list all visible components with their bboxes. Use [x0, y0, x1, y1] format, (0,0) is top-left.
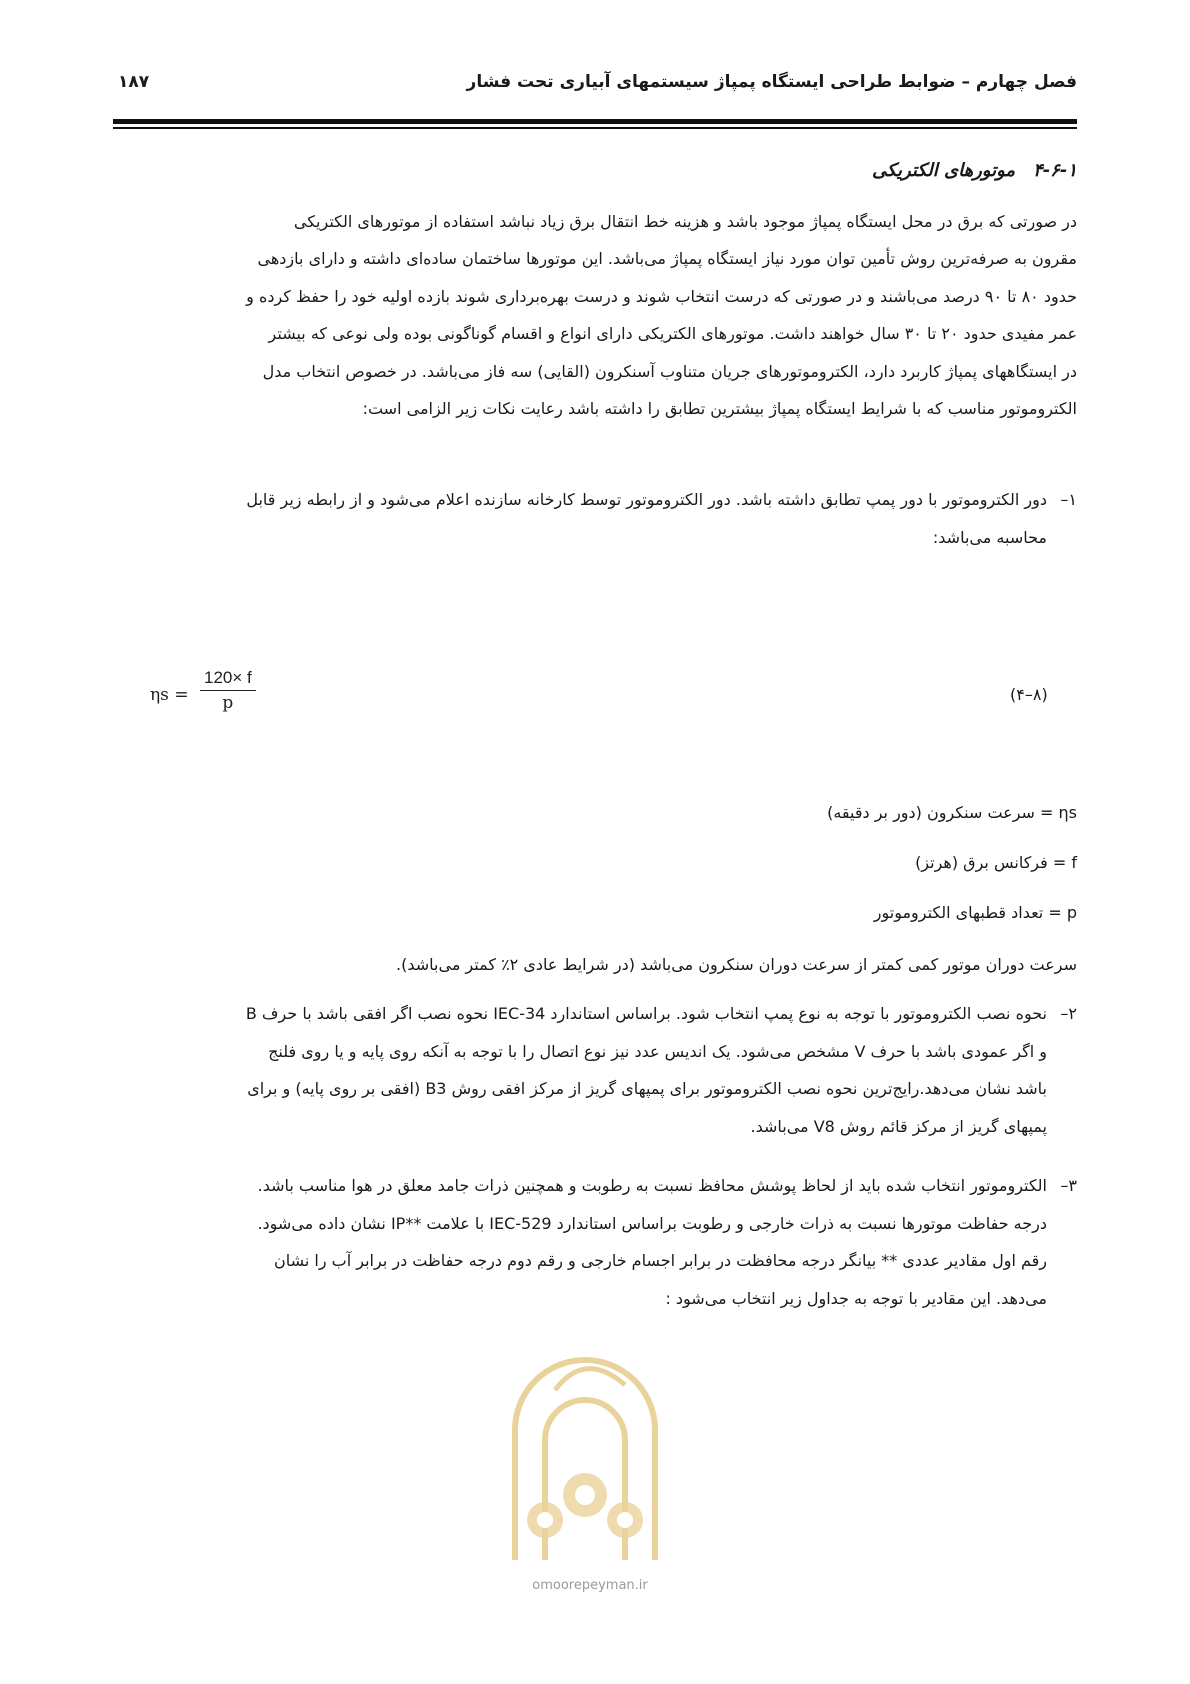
- paragraph-line: باشد نشان می‌دهد.رایج‌ترین نحوه نصب الکتروموتور برای پمپهای گریز از مرکز افقی روش B3 (افقی بر روی پایه) و برای: [247, 1079, 1047, 1099]
- equation-number: (۸–۴): [1010, 685, 1048, 704]
- paragraph-line: حدود ۸۰ تا ۹۰ درصد می‌باشند و در صورتی که درست انتخاب شوند و درست بهره‌برداری شوند بازده اولیه خود را حفظ کرده و: [246, 286, 1077, 306]
- list-marker: ۱–: [1060, 490, 1077, 509]
- fraction-bar: [200, 690, 256, 691]
- intro-paragraph: [113, 203, 1077, 427]
- paragraph-line: الکتروموتور مناسب که با شرایط ایستگاه پمپاژ بیشترین تطابق را داشته باشد رعایت نکات زیر الزامی است:: [362, 399, 1077, 419]
- paragraph-line: نحوه نصب الکتروموتور با توجه به نوع پمپ انتخاب شود. براساس استاندارد IEC-34 نحوه نصب اگر افقی باشد با حرف B: [245, 1004, 1047, 1023]
- list-item-content: [113, 1167, 1047, 1317]
- section-title: موتورهای الکتریکی: [872, 160, 1016, 181]
- list-marker: ۲–: [1060, 1004, 1077, 1023]
- page-number: ۱۸۷: [118, 72, 150, 92]
- list-marker: ۳–: [1060, 1176, 1077, 1195]
- rpm-formula: [150, 668, 310, 724]
- header-rule-thin: [113, 127, 1077, 129]
- list-item-content: [113, 995, 1047, 1145]
- paragraph-line: در صورتی که برق در محل ایستگاه پمپاژ موجود باشد و هزینه خط انتقال برق زیاد نباشد استفاده از موتورهای الکتریکی: [293, 212, 1077, 231]
- section-number: ۴-۶-۱: [1033, 160, 1077, 181]
- chapter-title: فصل چهارم – ضوابط طراحی ایستگاه پمپاژ سیستمهای آبیاری تحت فشار: [466, 72, 1077, 92]
- paragraph-line: می‌دهد. این مقادیر با توجه به جداول زیر انتخاب می‌شود :: [665, 1288, 1047, 1308]
- formula-denominator: p: [222, 693, 234, 713]
- watermark-url: omoorepeyman.ir: [532, 1578, 648, 1593]
- paragraph-line: دور الکتروموتور با دور پمپ تطابق داشته باشد. دور الکتروموتور توسط کارخانه سازنده اعلام می‌شود و از رابطه زیر قابل: [246, 490, 1047, 509]
- paragraph-line: پمپهای گریز از مرکز قائم روش V8 می‌باشد.: [750, 1116, 1047, 1136]
- formula-fraction: [200, 668, 256, 713]
- paragraph-line: محاسبه می‌باشد:: [932, 527, 1047, 547]
- definition-f: f = فرکانس برق (هرتز): [915, 853, 1077, 872]
- formula-lhs: ηs =: [150, 685, 189, 705]
- omoor-e-peyman-logo-icon: [485, 1310, 685, 1590]
- header-rule-thick: [113, 119, 1077, 124]
- list-item-1: [113, 481, 1077, 556]
- list-item-content: [113, 481, 1047, 556]
- list-item-3: [113, 1167, 1077, 1317]
- paragraph-line: در ایستگاههای پمپاژ کاربرد دارد، الکتروموتورهای جریان متناوب آسنکرون (القایی) سه فاز می‌باشد. در خصوص انتخاب مدل: [262, 361, 1077, 381]
- speed-note: سرعت دوران موتور کمی کمتر از سرعت دوران سنکرون می‌باشد (در شرایط عادی ۲٪ کمتر می‌باشد).: [396, 955, 1077, 974]
- definition-p: p = تعداد قطبهای الکتروموتور: [873, 903, 1077, 922]
- paragraph-line: مقرون به صرفه‌ترین روش تأمین توان مورد نیاز ایستگاه پمپاژ می‌باشد. این موتورها ساختمان ساده‌ای داشته و دارای بازدهی: [257, 249, 1077, 269]
- list-item-2: [113, 995, 1077, 1145]
- paragraph-line: و اگر عمودی باشد با حرف V مشخص می‌شود. یک اندیس عدد نیز نوع اتصال را با توجه به آنکه روی پایه و یا روی فلنج: [268, 1041, 1047, 1061]
- section-heading: [872, 160, 1077, 181]
- formula-numerator: 120× f: [204, 668, 252, 687]
- definition-ns: ηs = سرعت سنکرون (دور بر دقیقه): [827, 803, 1077, 822]
- paragraph-line: الکتروموتور انتخاب شده باید از لحاظ پوشش محافظ نسبت به رطوبت و همچنین ذرات جامد معلق در هوا مناسب باشد.: [257, 1176, 1047, 1195]
- paragraph-line: عمر مفیدی حدود ۲۰ تا ۳۰ سال خواهند داشت. موتورهای الکتریکی دارای انواع و اقسام گوناگونی بوده ولی نوعی که بیشتر: [268, 324, 1077, 344]
- paragraph-line: رقم اول مقادیر عددی ** بیانگر درجه محافظت در برابر اجسام خارجی و رقم دوم درجه حفاظت در برابر آب را نشان: [273, 1251, 1047, 1271]
- paragraph-line: درجه حفاظت موتورها نسبت به ذرات خارجی و رطوبت براساس استاندارد IEC-529 با علامت **IP نشان داده می‌شود.: [257, 1213, 1047, 1233]
